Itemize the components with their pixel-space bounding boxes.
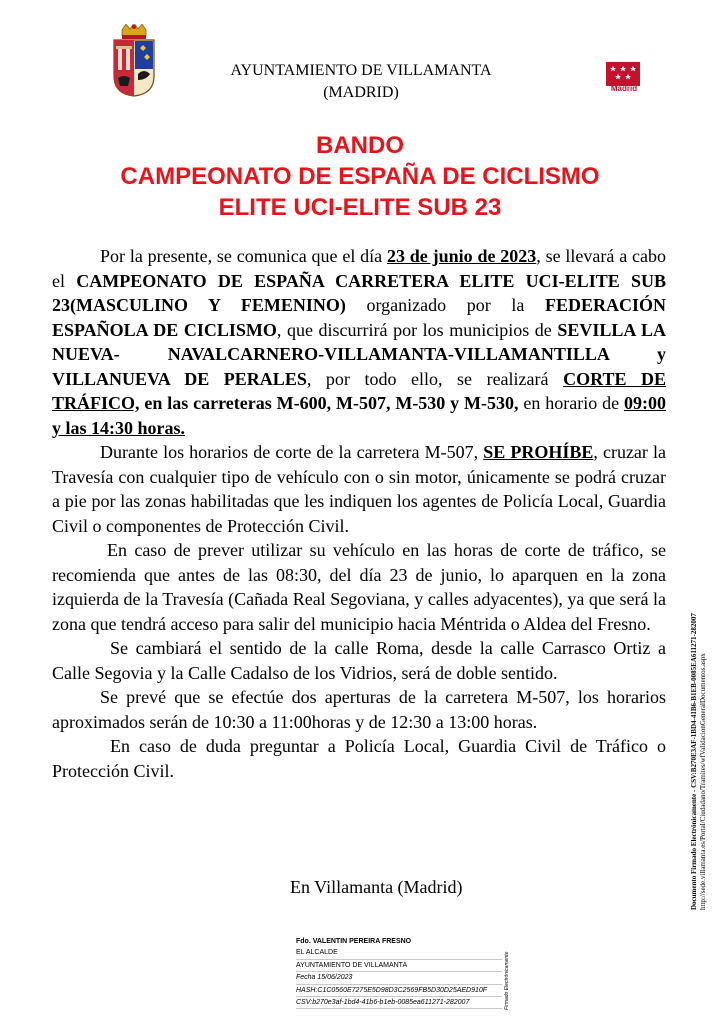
municipality-name: AYUNTAMIENTO DE VILLAMANTA <box>230 62 492 79</box>
title-line-3: ELITE UCI-ELITE SUB 23 <box>218 194 502 221</box>
electronic-signature-stamp <box>690 410 728 910</box>
signature-block <box>296 936 502 1009</box>
traffic-closure: CORTE DE TRÁFICO, <box>52 368 667 413</box>
paragraph-3: En caso de prever utilizar su vehículo en las horas de corte de tráfico, se recomienda que antes de las 08:30, del día 23 de junio, lo aparquen en la zona izquierda de la Travesía (Cañada Real Segoviana, y calles adyacentes), ya que será la zona que tendrá acceso para salir del municipio hacia Méntrida o Aldea del Fresno. <box>52 540 666 634</box>
document-title <box>60 130 660 223</box>
coat-of-arms-emblem <box>108 24 160 98</box>
title-line-2: CAMPEONATO DE ESPAÑA DE CICLISMO <box>120 163 600 190</box>
signer-org: AYUNTAMIENTO DE VILLAMANTA <box>296 960 502 972</box>
roads-list: en las carreteras M-600, M-507, M-530 y M-530, <box>139 393 519 413</box>
signer-role: EL ALCALDE <box>296 947 502 959</box>
signature-hash: HASH:C1C0560E7275E5D98D3C2569FB5D30D25AED910F <box>296 985 502 997</box>
p1-text-6: en horario de <box>518 393 624 413</box>
p2-text-1: Durante los horarios de corte de la carretera M-507, <box>100 442 484 462</box>
signature-date: Fecha 15/06/2023 <box>296 972 502 984</box>
signed-electronically-label <box>504 940 516 1010</box>
paragraph-6: En caso de duda preguntar a Policía Local, Guardia Civil de Tráfico o Protección Civil. <box>52 736 666 781</box>
closure-hours: 09:00 y las 14:30 horas. <box>52 393 666 438</box>
paragraph-5: Se prevé que se efectúe dos aperturas de la carretera M-507, los horarios aproximados serán de 10:30 a 11:00horas y de 12:30 a 13:00 horas. <box>52 687 666 732</box>
title-line-1: BANDO <box>316 132 404 159</box>
document-body <box>52 244 666 783</box>
p2-text-2: , cruzar la Travesía con cualquier tipo de vehículo con o sin motor, únicamente se podrá cruzar a pie por las zonas habilitadas que les indiquen los agentes de Policía Local, Guardia Civil o componentes de Protección Civil. <box>52 442 667 536</box>
paragraph-4: Se cambiará el sentido de la calle Roma, desde la calle Carrasco Ortiz a Calle Segovia y la Calle Cadalso de los Vidrios, será de doble sentido. <box>52 638 666 683</box>
paragraph-2 <box>52 440 666 538</box>
p1-text-5: , por todo ello, se realizará <box>306 368 564 389</box>
p1-text-3: organizado por la <box>345 295 545 315</box>
signer-name: Fdo. VALENTIN PEREIRA FRESNO <box>296 938 412 945</box>
closing-place: En Villamanta (Madrid) <box>290 877 463 897</box>
stamp-csv-line: Documento Firmado Electrónicamente - CSV:B270E3AF-1BD4-41B6-B1EB-0085EA611271-282007 <box>690 613 698 910</box>
event-name: CAMPEONATO DE ESPAÑA CARRETERA ELITE UCI-ELITE SUB 23(MASCULINO Y FEMENINO) <box>52 270 666 315</box>
federation-name: FEDERACIÓN ESPAÑOLA DE CICLISMO <box>52 295 666 340</box>
signature-csv: CSV:b270e3af-1bd4-41b6-b1eb-0085ea611271-282007 <box>296 997 502 1009</box>
p1-text-4: , que discurrirá por los municipios de <box>276 319 558 340</box>
municipality-region: (MADRID) <box>323 84 399 101</box>
event-date: 23 de junio de 2023 <box>386 246 537 266</box>
prohibition-notice: SE PROHÍBE <box>483 442 594 462</box>
stamp-url-line: http://sede.villamanta.es/Portal/Ciudadano/Tramites/wfValidacionGeneralDocumentos.aspx <box>699 653 707 910</box>
municipality-header <box>196 60 526 104</box>
signed-electronically-text: Firmado Electrónicamente <box>504 951 510 1010</box>
municipalities-list: SEVILLA LA NUEVA- NAVALCARNERO-VILLAMANTA-VILLAMANTILLA y VILLANUEVA DE PERALES <box>52 319 666 389</box>
p1-text-1: Por la presente, se comunica que el día <box>100 246 387 266</box>
madrid-logo-text: Madrid <box>610 84 638 93</box>
p1-text-2: , se llevará a cabo el <box>52 246 666 291</box>
paragraph-1 <box>52 244 666 440</box>
